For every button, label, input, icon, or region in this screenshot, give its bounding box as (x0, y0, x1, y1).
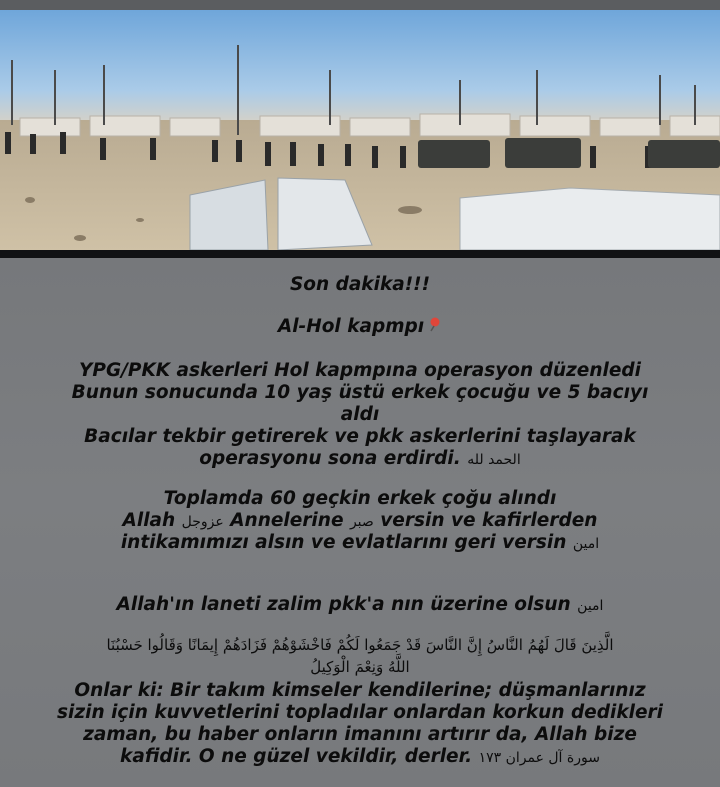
body-text: Annelerine (230, 510, 344, 531)
body-line-8 (0, 532, 720, 555)
body-text: Allah (122, 510, 176, 531)
body-text: YPG/PKK askerleri Hol kapmpına operasyon düzenledi (78, 360, 641, 381)
top-bar (0, 0, 720, 10)
armored-vehicles (418, 138, 720, 168)
body-text: intikamımızı alsın ve evlatlarını geri versin (120, 532, 567, 553)
body-text: aldı (340, 404, 380, 425)
quran-verse-line-2 (0, 656, 720, 678)
headline-text: Son dakika!!! (289, 274, 431, 295)
body-line-1 (0, 360, 720, 382)
body-text: Allah'ın laneti zalim pkk'a nın üzerine olsun (116, 594, 571, 615)
pin-icon (428, 316, 442, 338)
body-text: Toplamda 60 geçkin erkek çoğu alındı (163, 488, 557, 509)
translation-line-2 (0, 702, 720, 724)
location-line (0, 316, 720, 338)
location-text: Al-Hol kapmpı (277, 316, 425, 337)
arabic-inline: امين (572, 536, 600, 552)
translation-line-1 (0, 680, 720, 702)
divider (0, 250, 720, 258)
arabic-inline: سورة آل عمران ١٧٣ (478, 750, 600, 766)
body-text: Onlar ki: Bir takım kimseler kendilerine; düşmanlarınız (74, 680, 646, 701)
caption-panel (0, 258, 720, 787)
body-line-6 (0, 488, 720, 510)
body-text: zaman, bu haber onların imanını artırır da, Allah bize (83, 724, 637, 745)
arabic-text: اللَّهُ وَنِعْمَ الْوَكِيلُ (310, 658, 410, 676)
body-text: Bunun sonucunda 10 yaş üstü erkek çocuğu ve 5 bacıyı (71, 382, 649, 403)
arabic-inline: عزوجل (181, 514, 224, 530)
quran-verse-line-1 (0, 634, 720, 656)
sky (0, 10, 720, 125)
translation-line-3 (0, 724, 720, 746)
camp-photo (0, 10, 720, 250)
arabic-text: الَّذِينَ قَالَ لَهُمُ النَّاسُ إِنَّ النَّاسَ قَدْ جَمَعُوا لَكُمْ فَاخْشَوْهُمْ فَزَادَهُمْ إِيمَانًا وَقَالُوا حَسْبُنَا (106, 636, 614, 654)
arabic-inline: الحمد لله (467, 452, 521, 468)
body-line-4 (0, 426, 720, 448)
headline-breaking (0, 274, 720, 296)
body-line-5 (0, 448, 720, 471)
body-text: kafidir. O ne güzel vekildir, derler. (120, 746, 473, 767)
body-line-3 (0, 404, 720, 426)
arabic-inline: امين (577, 598, 604, 614)
body-text: versin ve kafirlerden (380, 510, 598, 531)
body-line-7 (0, 510, 720, 533)
arabic-inline: صبر (349, 514, 374, 530)
camp-photo-illustration (0, 10, 720, 250)
body-text: Bacılar tekbir getirerek ve pkk askerlerini taşlayarak (84, 426, 636, 447)
body-line-2 (0, 382, 720, 404)
body-line-9 (0, 594, 720, 617)
translation-line-4 (0, 746, 720, 769)
body-text: operasyonu sona erdirdi. (199, 448, 461, 469)
body-text: sizin için kuvvetlerini topladılar onlardan korkun dedikleri (57, 702, 663, 723)
